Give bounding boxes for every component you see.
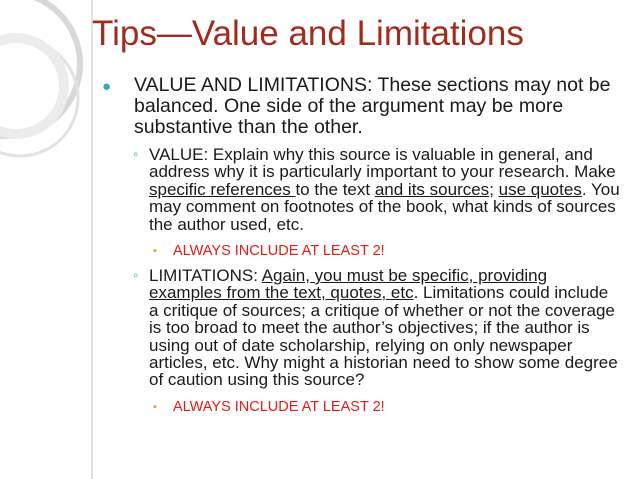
- decorative-circles: [0, 0, 110, 479]
- sub-bullet-list: [100, 146, 620, 416]
- square-bullet-icon: ▪: [153, 400, 157, 413]
- circle-bullet-icon: ◦: [133, 267, 139, 285]
- slide-title: Tips—Value and Limitations: [92, 14, 524, 53]
- main-bullet-item: [100, 75, 620, 138]
- value-underline-use-quotes: use quotes: [498, 179, 582, 199]
- main-bullet-text: VALUE AND LIMITATIONS: These sections may not be balanced. One side of the argument may be more substantive than the other.: [134, 74, 611, 138]
- value-underline-specific-references: specific references: [149, 179, 296, 199]
- limitations-text-2: . Limitations could include a critique of sources; a critique of whether or not the coverage is too broad to meet the author’s objectives; if the author is using out of date scholarship, relying on only newspaper articles, etc. Why might a historian need to show some degree of caution using this source?: [149, 283, 618, 390]
- value-subpoint: [149, 242, 620, 260]
- value-text-3: ;: [489, 179, 499, 199]
- value-text-4: . You may comment on footnotes of the book, what kinds of sources the author used, etc.: [149, 179, 620, 234]
- limitations-text: LIMITATIONS:: [149, 266, 262, 286]
- square-bullet-icon: ▪: [153, 245, 157, 258]
- limitations-item: [100, 267, 620, 416]
- value-text: VALUE: Explain why this source is valuable in general, and address why it is particularly important to your research. Make: [149, 145, 616, 182]
- value-always-include-item: [149, 242, 620, 260]
- value-text-2: to the text: [295, 179, 375, 199]
- value-underline-its-sources: and its sources: [374, 179, 490, 199]
- limitations-always-include-text: ALWAYS INCLUDE AT LEAST 2!: [173, 398, 385, 415]
- limitations-always-include-item: [149, 398, 620, 416]
- value-always-include-text: ALWAYS INCLUDE AT LEAST 2!: [173, 243, 385, 260]
- value-item: [100, 146, 620, 260]
- slide-content: [100, 75, 620, 423]
- circle-bullet-icon: ◦: [133, 146, 139, 163]
- bullet-icon: ●: [102, 78, 112, 95]
- limitations-underline: Again, you must be specific, providing examples from the text, quotes, etc: [149, 266, 548, 303]
- limitations-subpoint: [149, 398, 620, 416]
